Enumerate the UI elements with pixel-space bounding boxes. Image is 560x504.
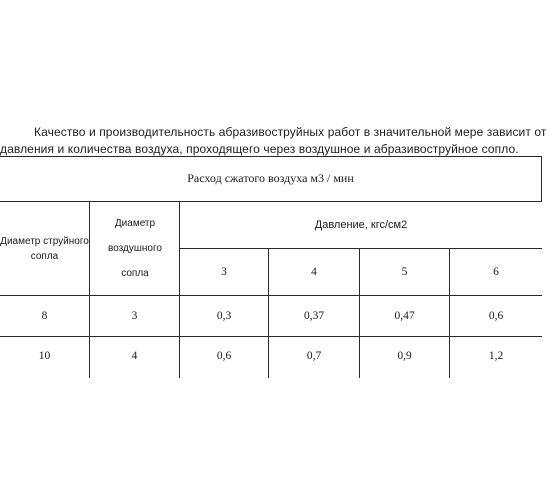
pressure-value: 6 (493, 265, 499, 278)
table-cell-air-diameter: 4 (131, 349, 138, 362)
table-cell-consumption: 1,2 (488, 349, 504, 362)
table-cell-jet-diameter: 8 (41, 309, 48, 322)
pressure-value: 3 (221, 265, 227, 278)
intro-line-1: Качество и производительность абразивоструйных работ в значительной мере зависит от (34, 125, 547, 139)
header-pressure: Давление, кгс/см2 (314, 218, 408, 231)
table-title: Расход сжатого воздуха м3 / мин (187, 171, 354, 185)
intro-line-2: давления и количества воздуха, проходящего через воздушное и абразивоструйное сопло. (0, 142, 519, 156)
air-consumption-table (0, 156, 542, 378)
table-cell-consumption: 0,7 (306, 349, 322, 362)
table-cell-consumption: 0,6 (488, 309, 504, 322)
table-cell-consumption: 0,6 (216, 349, 232, 362)
table-cell-jet-diameter: 10 (38, 349, 51, 362)
table-cell-air-diameter: 3 (131, 309, 138, 322)
pressure-value: 5 (401, 265, 408, 278)
pressure-value: 4 (311, 265, 317, 278)
header-air-nozzle-diameter: Диаметр воздушного сопла (108, 218, 162, 279)
table-border-right (541, 156, 542, 201)
table-cell-consumption: 0,37 (303, 309, 325, 322)
table-cell-consumption: 0,3 (216, 309, 232, 322)
table-cell-consumption: 0,47 (394, 309, 415, 322)
intro-paragraph (0, 124, 560, 158)
table-cell-consumption: 0,9 (397, 349, 412, 362)
header-jet-nozzle-diameter: Диаметр струйного сопла (0, 235, 89, 262)
